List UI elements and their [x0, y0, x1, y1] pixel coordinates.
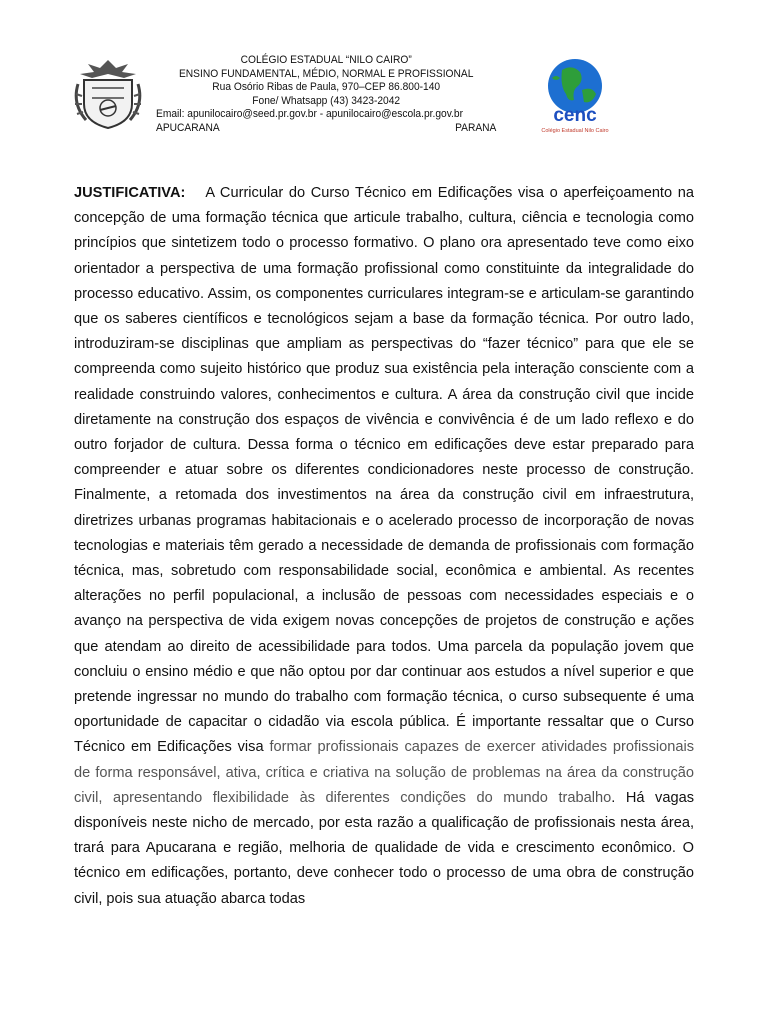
letterhead — [70, 52, 630, 140]
address: Rua Osório Ribas de Paula, 970–CEP 86.800-140 — [212, 81, 441, 94]
justification-text-continued: . Há vagas disponíveis neste nicho de mercado, por esta razão a qualificação de profissionais nesta área, trará para Apucarana e região, melhoria de qualidade de vida e crescimento econômico. O técnico em edificações, portanto, deve conhecer todo o processo de uma obra de construção civil, pois sua atuação abarca todas — [74, 789, 694, 907]
city: APUCARANA — [156, 121, 220, 134]
state: PARANA — [455, 121, 497, 134]
logo-caption: Colégio Estadual Nilo Cairo — [541, 128, 609, 134]
justification-text: A Curricular do Curso Técnico em Edificações visa o aperfeiçoamento na concepção de uma formação técnica que articule trabalho, cultura, ciência e tecnologia como princípios que sintetizem todo o processo formativo. O plano ora apresentado teve como eixo orientador a perspectiva de uma formação profissional como constituinte da integralidade do processo educativo. Assim, os componentes curriculares integram-se e articulam-se garantindo que os saberes científicos e tecnológicos sejam a base da formação técnica. Por outro lado, introduziram-se disciplinas que ampliam as perspectivas do “fazer técnico” para que ele se compreenda como sujeito histórico que produz sua existência pela interação consciente com a realidade construindo valores, conhecimentos e cultura. A área da construção civil que incide diretamente na construção dos espaços de vivência e convivência é de um lado reflexo e do outro forjador de cultura. Dessa forma o técnico em edificações deve estar preparado para compreender e atuar sobre os diferentes condicionadores neste processo de construção. Finalmente, a retomada dos investimentos na área da construção civil em infraestrutura, diretrizes urbanas programas habitacionais e o acelerado processo de incorporação de novas tecnologias e materiais têm gerado a necessidade de demanda de profissionais com formação técnica, mas, sobretudo com responsabilidade social, econômica e ambiental. As recentes alterações no perfil populacional, a inclusão de pessoas com necessidades especiais e o avanço na perspectiva de vida exigem novas concepções de projetos de construção e ações que atendam ao direito de acessibilidade para todos. Uma parcela da população jovem que concluiu o ensino médio e que não optou por dar continuar aos estudos a nível superior e que pretende ingressar no mundo do trabalho com formação técnica, o curso subsequente é uma oportunidade de capacitar o cidadão via escola pública. É importante ressaltar que o Curso Técnico em Edificações visa — [74, 185, 694, 756]
phone: Fone/ Whatsapp (43) 3423-2042 — [252, 94, 401, 107]
email-line: Email: apunilocairo@seed.pr.gov.br - apunilocairo@escola.pr.gov.br — [156, 108, 464, 121]
justification-label: JUSTIFICATIVA: — [74, 185, 186, 201]
course-objective-quote: formar profissionais capazes de exercer atividades profissionais de forma responsável, ativa, crítica e criativa na solução de problemas na área da construção civil, apresentando flexibilidade às diferentes condições do mundo trabalho — [74, 739, 694, 806]
cenc-globe-logo-icon — [532, 56, 618, 136]
parana-coat-of-arms-icon — [70, 54, 146, 132]
justification-paragraph — [74, 181, 694, 912]
justification-section — [74, 181, 694, 912]
education-levels: ENSINO FUNDAMENTAL, MÉDIO, NORMAL E PROFISSIONAL — [178, 67, 474, 80]
logo-text: cenc — [553, 105, 597, 126]
school-name: COLÉGIO ESTADUAL “NILO CAIRO” — [240, 54, 412, 66]
